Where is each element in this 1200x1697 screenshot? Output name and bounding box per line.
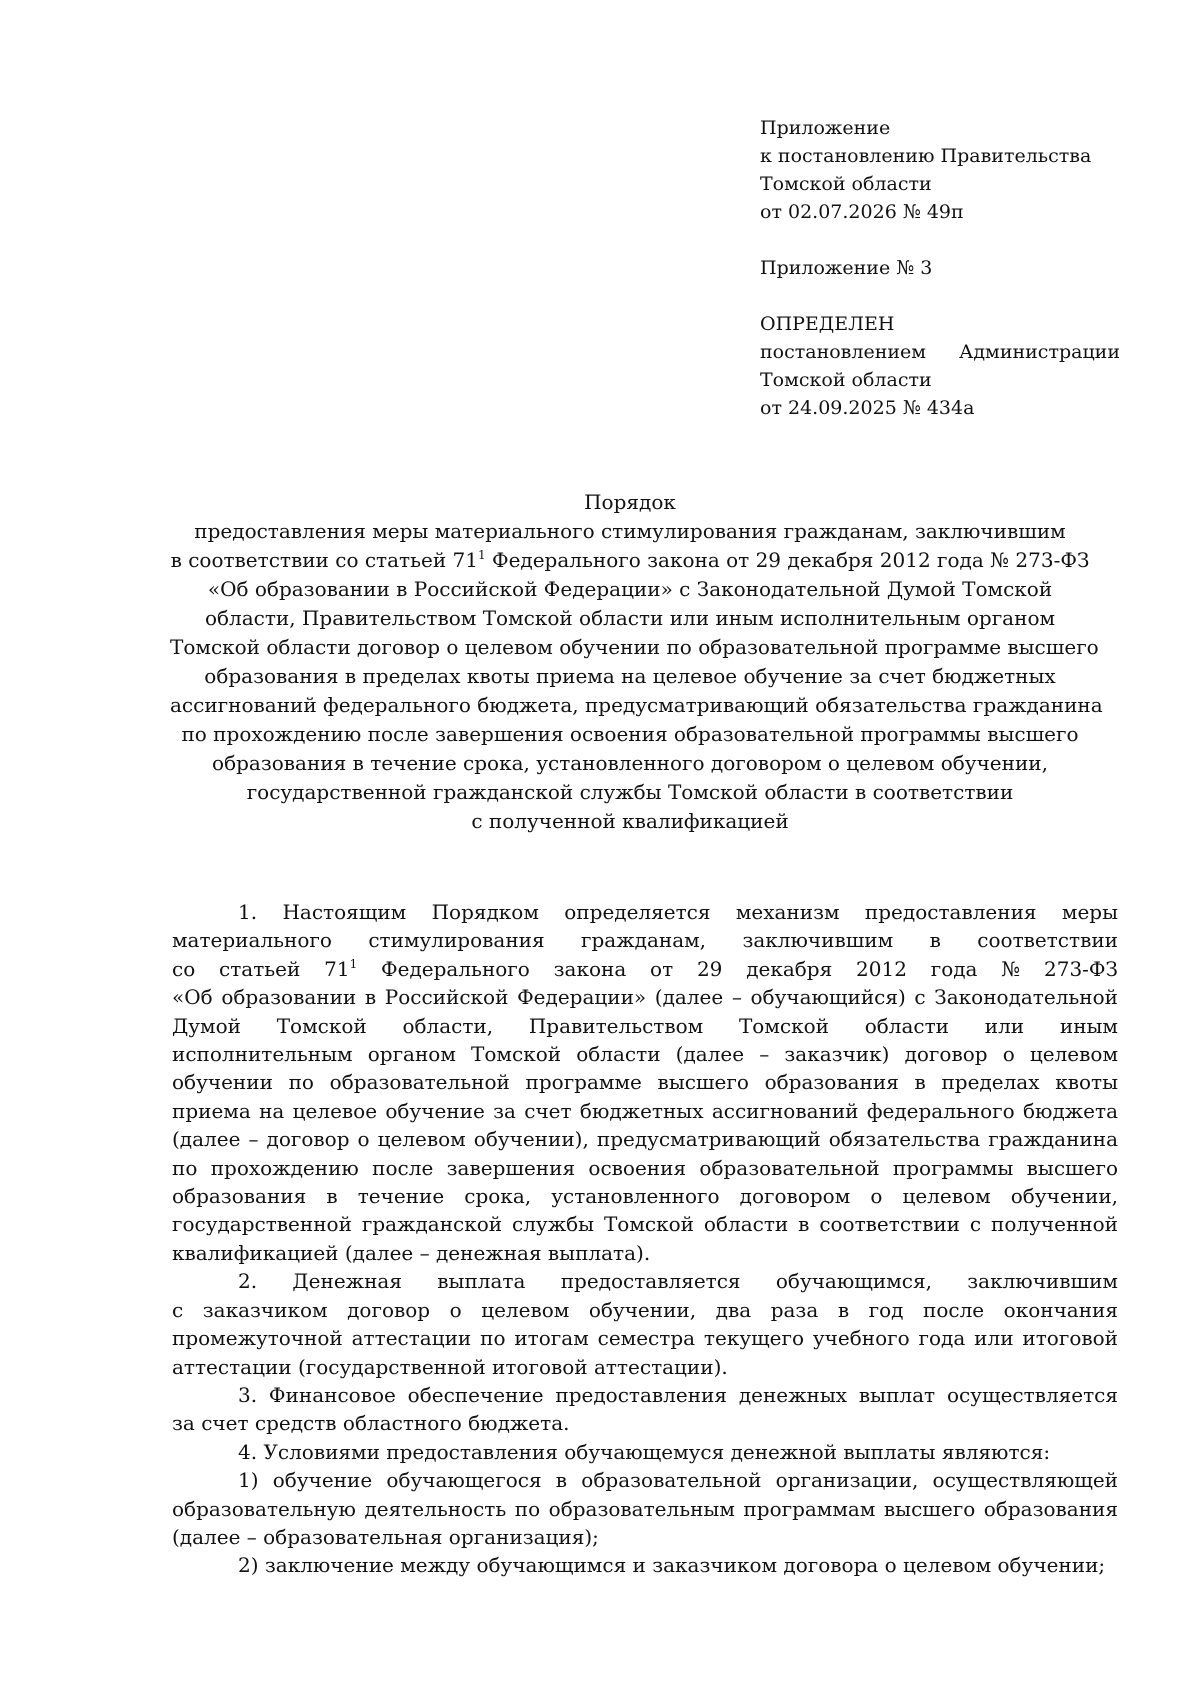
superscript: 1 [349, 956, 358, 971]
title-line: области, Правительством Томской области или иным исполнительным органом [204, 606, 1056, 630]
paragraph-3 [172, 1381, 1118, 1438]
text-line: исполнительным органом Томской области (далее – заказчик) договор о целевом [172, 1042, 1118, 1067]
administration-date-number: от 24.09.2025 № 434а [760, 397, 975, 419]
to-resolution-line: к постановлению Правительства [760, 145, 1092, 167]
text-line: аттестации (государственной итоговой аттестации). [172, 1354, 728, 1379]
text-line: образовательную деятельность по образовательным программам высшего образования [172, 1496, 1118, 1521]
title-line [170, 546, 1090, 575]
paragraph-6 [172, 1551, 1118, 1579]
paragraph-4 [172, 1438, 1118, 1466]
text-line: 3. Финансовое обеспечение предоставления денежных выплат осуществляется [238, 1382, 1118, 1407]
region-line: Томской области [760, 173, 932, 195]
text-line: 4. Условиями предоставления обучающемуся денежной выплаты являются: [238, 1439, 1051, 1464]
appendix-label: Приложение [760, 117, 891, 139]
title-line: с полученной квалификацией [471, 809, 789, 833]
text-line: (далее – договор о целевом обучении), предусматривающий обязательства гражданина [172, 1127, 1118, 1152]
text-line: за счет средств областного бюджета. [172, 1411, 570, 1436]
text-line: квалификацией (далее – денежная выплата). [172, 1240, 651, 1265]
text-line: обучении по образовательной программе высшего образования в пределах квоты [172, 1070, 1118, 1095]
title-line: «Об образовании в Российской Федерации» с Законодательной Думой Томской [207, 577, 1053, 601]
text-line: «Об образовании в Российской Федерации» (далее – обучающийся) с Законодательной [172, 985, 1118, 1010]
title-line: предоставления меры материального стимулирования гражданам, заключившим [194, 519, 1066, 543]
title-line: по прохождению после завершения освоения образовательной программы высшего [181, 722, 1079, 746]
text-fragment: Федерального закона от 29 декабря 2012 года № 273-ФЗ [357, 956, 1118, 981]
paragraph-1 [172, 898, 1118, 1267]
administration-resolution-line [760, 338, 1120, 366]
text-line: приема на целевое обучение за счет бюджетных ассигнований федерального бюджета [172, 1098, 1118, 1123]
text-line: по прохождению после завершения освоения образовательной программы высшего [172, 1155, 1118, 1180]
superscript: 1 [477, 548, 486, 562]
title-text: Федерального закона от 29 декабря 2012 года № 273-ФЗ [485, 548, 1090, 572]
title-heading: Порядок [584, 490, 676, 514]
text-line: Думой Томской области, Правительством Томской области или иным [172, 1013, 1118, 1038]
spacer [760, 282, 1140, 310]
text-line: государственной гражданской службы Томской области в соответствии с полученной [172, 1212, 1118, 1237]
title-text: в соответствии со статьей 71 [170, 548, 478, 572]
text-line: (далее – образовательная организация); [172, 1524, 599, 1549]
document-title [170, 488, 1103, 836]
title-line: образования в пределах квоты приема на целевое обучение за счет бюджетных [204, 664, 1056, 688]
text-fragment: со статьей 71 [172, 956, 350, 981]
spacer [760, 226, 1140, 254]
title-line: ассигнований федерального бюджета, предусматривающий обязательства гражданина [170, 693, 1103, 717]
text-line: 2. Денежная выплата предоставляется обучающимся, заключившим [238, 1269, 1118, 1294]
text-line: 1) обучение обучающегося в образовательной организации, осуществляющей [238, 1468, 1118, 1493]
determined-label: ОПРЕДЕЛЕН [760, 313, 895, 335]
document-body [172, 898, 1118, 1580]
text-line: 2) заключение между обучающимся и заказчиком договора о целевом обучении; [238, 1553, 1106, 1578]
paragraph-5 [172, 1466, 1118, 1551]
region-line-2: Томской области [760, 369, 932, 391]
text-line: промежуточной аттестации по итогам семестра текущего учебного года или итоговой [172, 1326, 1118, 1351]
approval-stamp-block [760, 114, 1140, 422]
title-line: образования в течение срока, установленного договором о целевом обучении, [212, 751, 1048, 775]
resolution-date-number: от 02.07.2026 № 49п [760, 201, 964, 223]
title-line: государственной гражданской службы Томской области в соответствии [246, 780, 1014, 804]
text-line: с заказчиком договор о целевом обучении, два раза в год после окончания [172, 1297, 1118, 1322]
text-line: материального стимулирования гражданам, заключившим в соответствии [172, 928, 1118, 953]
appendix-number: Приложение № 3 [760, 257, 933, 279]
text-line: 1. Настоящим Порядком определяется механизм предоставления меры [238, 900, 1118, 924]
text-line [172, 955, 1118, 983]
administration-word: Администрации [958, 341, 1120, 363]
resolution-word: постановлением [760, 341, 927, 363]
paragraph-2 [172, 1267, 1118, 1381]
title-line: Томской области договор о целевом обучении по образовательной программе высшего [170, 635, 1099, 659]
text-line: образования в течение срока, установленного договором о целевом обучении, [172, 1184, 1118, 1209]
